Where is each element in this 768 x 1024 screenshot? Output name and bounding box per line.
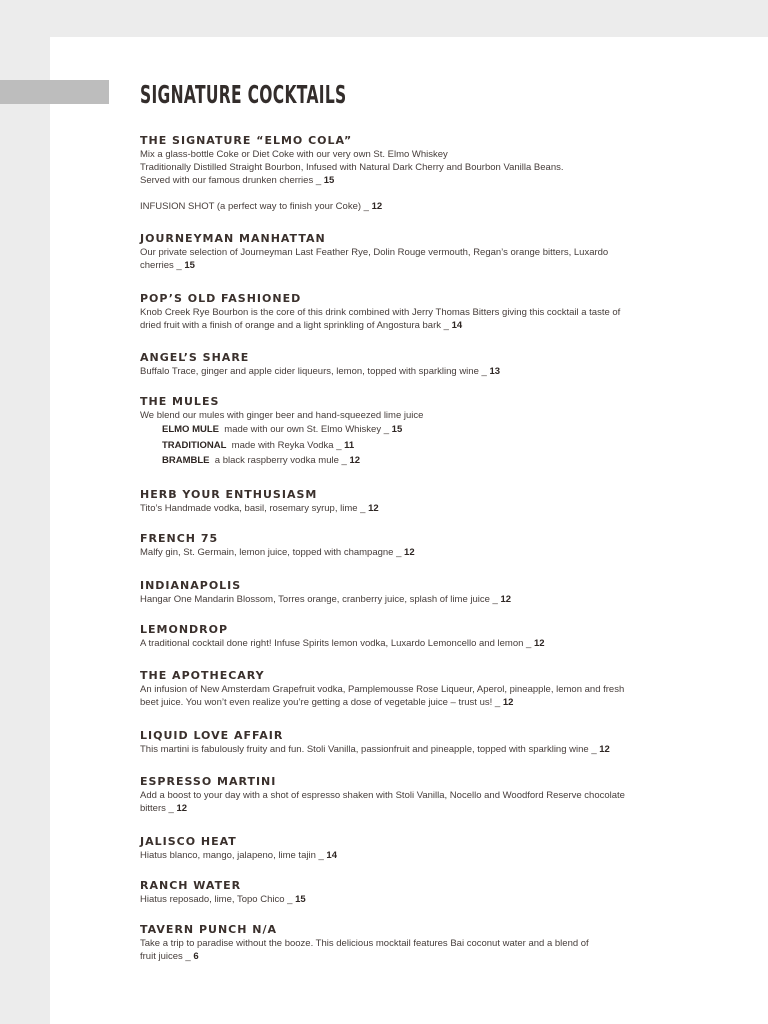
section-tab-marker bbox=[0, 80, 109, 104]
item-description: A traditional cocktail done right! Infuse Spirits lemon vodka, Luxardo Lemoncello and lemon _ 12 bbox=[140, 638, 545, 649]
item-price: 12 bbox=[368, 503, 379, 514]
item-description: Take a trip to paradise without the booze. This delicious mocktail features Bai coconut water and a blend of bbox=[140, 938, 589, 949]
menu-item bbox=[140, 134, 700, 213]
mule-variant: ELMO MULE made with our own St. Elmo Whiskey _ 15 bbox=[162, 424, 403, 435]
item-description: Hangar One Mandarin Blossom, Torres orange, cranberry juice, splash of lime juice _ 12 bbox=[140, 594, 512, 605]
item-price: 12 bbox=[349, 455, 361, 466]
menu-title: SIGNATURE COCKTAILS bbox=[140, 80, 347, 109]
menu-item bbox=[140, 669, 700, 709]
menu-item bbox=[140, 292, 700, 332]
item-name: RANCH WATER bbox=[140, 879, 242, 892]
item-price: 12 bbox=[176, 803, 188, 814]
item-description: dried fruit with a finish of orange and a light sprinkling of Angostura bark _ 14 bbox=[140, 320, 463, 331]
item-price: 12 bbox=[500, 594, 512, 605]
item-price: 15 bbox=[295, 894, 306, 905]
menu-item bbox=[140, 923, 700, 963]
item-description: Traditionally Distilled Straight Bourbon, Infused with Natural Dark Cherry and Bourbon Vanilla Beans. bbox=[140, 162, 564, 173]
item-name: ANGEL’S SHARE bbox=[140, 351, 250, 364]
mule-variant: TRADITIONAL made with Reyka Vodka _ 11 bbox=[162, 439, 355, 451]
item-price: 12 bbox=[502, 697, 514, 708]
item-name: JALISCO HEAT bbox=[140, 835, 237, 848]
menu-item bbox=[140, 395, 700, 469]
item-description: Our private selection of Journeyman Last Feather Rye, Dolin Rouge vermouth, Regan’s orange bitters, Luxardo bbox=[140, 247, 609, 258]
item-price: 12 bbox=[533, 638, 545, 649]
menu-item bbox=[140, 623, 700, 650]
item-description: Tito’s Handmade vodka, basil, rosemary syrup, lime _ 12 bbox=[140, 503, 379, 514]
item-name: INDIANAPOLIS bbox=[140, 579, 242, 592]
item-name: JOURNEYMAN MANHATTAN bbox=[140, 232, 326, 245]
item-description: fruit juices _ 6 bbox=[140, 951, 199, 962]
item-name: FRENCH 75 bbox=[140, 532, 219, 545]
item-name: LIQUID LOVE AFFAIR bbox=[140, 729, 284, 742]
item-description: Knob Creek Rye Bourbon is the core of this drink combined with Jerry Thomas Bitters giving this cocktail a taste of bbox=[140, 307, 621, 318]
item-price: 12 bbox=[404, 547, 415, 558]
item-price: 12 bbox=[371, 201, 383, 212]
item-description: cherries _ 15 bbox=[140, 260, 195, 271]
item-name: ESPRESSO MARTINI bbox=[140, 775, 277, 788]
item-name: HERB YOUR ENTHUSIASM bbox=[140, 488, 318, 501]
item-price: 12 bbox=[599, 744, 610, 755]
item-price: 14 bbox=[326, 850, 337, 861]
item-description: Buffalo Trace, ginger and apple cider liqueurs, lemon, topped with sparkling wine _ 13 bbox=[140, 366, 501, 377]
item-description: Hiatus blanco, mango, jalapeno, lime tajin _ 14 bbox=[140, 850, 337, 861]
item-name: POP’S OLD FASHIONED bbox=[140, 292, 302, 305]
item-name: THE MULES bbox=[140, 395, 220, 408]
item-price: 15 bbox=[323, 175, 335, 186]
item-price: 6 bbox=[193, 951, 199, 962]
item-description: We blend our mules with ginger beer and hand-squeezed lime juice bbox=[140, 410, 424, 421]
menu-item bbox=[140, 232, 700, 272]
item-name: LEMONDROP bbox=[140, 623, 229, 636]
menu-item bbox=[140, 351, 700, 378]
item-description: Malfy gin, St. Germain, lemon juice, topped with champagne _ 12 bbox=[140, 547, 415, 558]
mule-variant: BRAMBLE a black raspberry vodka mule _ 12 bbox=[162, 455, 361, 466]
item-name: TAVERN PUNCH N/A bbox=[140, 923, 277, 936]
item-description: Served with our famous drunken cherries _ 15 bbox=[140, 175, 335, 186]
menu-item bbox=[140, 835, 700, 862]
item-price: 15 bbox=[391, 424, 403, 435]
item-extra: INFUSION SHOT (a perfect way to finish your Coke) _ 12 bbox=[140, 201, 383, 212]
item-price: 15 bbox=[184, 260, 195, 271]
item-description: beet juice. You won’t even realize you’re getting a dose of vegetable juice – trust us! _ 12 bbox=[140, 697, 514, 708]
menu-item bbox=[140, 879, 700, 906]
item-price: 11 bbox=[344, 439, 355, 451]
item-description: An infusion of New Amsterdam Grapefruit vodka, Pamplemousse Rose Liqueur, Aperol, pineapple, lemon and fresh bbox=[140, 684, 625, 695]
item-description: Hiatus reposado, lime, Topo Chico _ 15 bbox=[140, 894, 306, 905]
item-description: Add a boost to your day with a shot of espresso shaken with Stoli Vanilla, Nocello and Woodford Reserve chocolate bbox=[140, 790, 625, 801]
menu-item bbox=[140, 579, 700, 606]
menu-item bbox=[140, 488, 700, 515]
item-name: THE APOTHECARY bbox=[140, 669, 265, 682]
item-price: 13 bbox=[489, 366, 501, 377]
item-description: Mix a glass-bottle Coke or Diet Coke with our very own St. Elmo Whiskey bbox=[140, 149, 448, 160]
item-name: THE SIGNATURE “ELMO COLA” bbox=[140, 134, 353, 147]
item-price: 14 bbox=[451, 320, 463, 331]
item-description: bitters _ 12 bbox=[140, 803, 188, 814]
menu-item bbox=[140, 775, 700, 815]
menu-item bbox=[140, 532, 700, 559]
menu-item bbox=[140, 729, 700, 756]
item-description: This martini is fabulously fruity and fun. Stoli Vanilla, passionfruit and pineapple, topped with sparkling wine _ 12 bbox=[140, 744, 610, 755]
